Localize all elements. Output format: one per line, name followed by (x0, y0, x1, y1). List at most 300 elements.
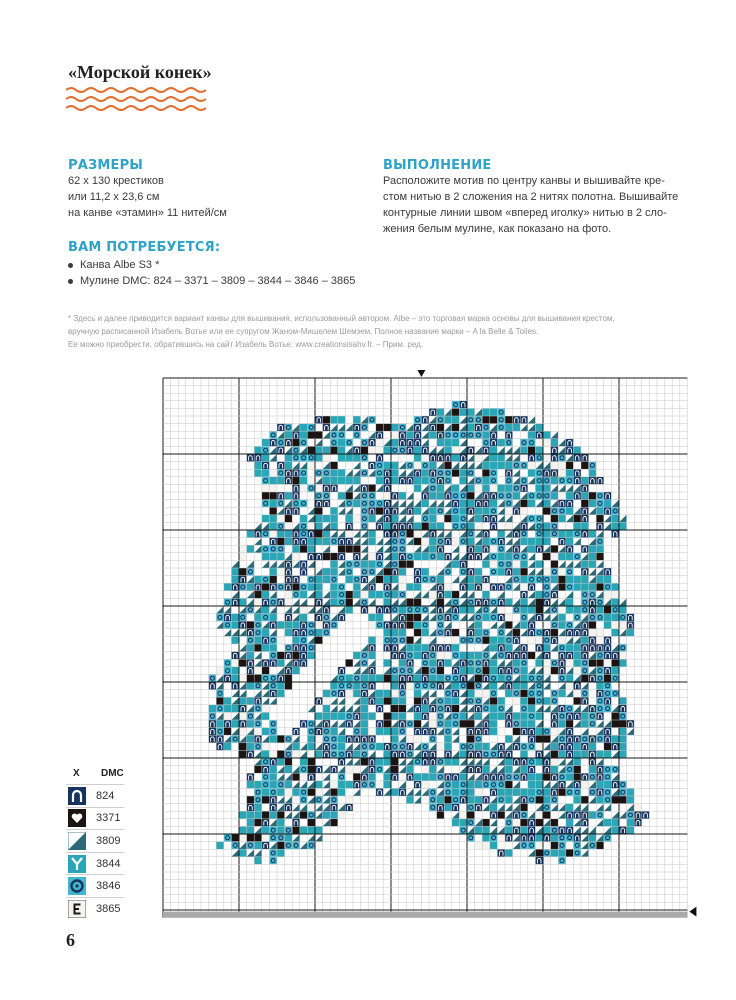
stitch-cell (535, 842, 543, 850)
stitch-cell (406, 652, 414, 660)
stitch-cell (558, 560, 566, 568)
stitch-cell (475, 446, 483, 454)
stitch-cell (216, 743, 224, 751)
stitch-cell (543, 462, 551, 470)
stitch-cell (596, 788, 604, 796)
stitch-cell (307, 484, 315, 492)
stitch-cell (566, 819, 574, 827)
stitch-cell (353, 591, 361, 599)
stitch-cell (444, 507, 452, 515)
stitch-cell (528, 545, 536, 553)
stitch-cell (330, 766, 338, 774)
stitch-cell (581, 781, 589, 789)
stitch-cell (330, 446, 338, 454)
stitch-cell (338, 781, 346, 789)
stitch-cell (224, 712, 232, 720)
stitch-cell (399, 614, 407, 622)
stitch-cell (391, 568, 399, 576)
stitch-cell (383, 788, 391, 796)
stitch-cell (414, 614, 422, 622)
stitch-cell (330, 705, 338, 713)
stitch-cell (505, 735, 513, 743)
materials-heading: ВАМ ПОТРЕБУЕТСЯ: (68, 240, 221, 255)
stitch-cell (262, 834, 270, 842)
stitch-cell (383, 667, 391, 675)
stitch-cell (475, 659, 483, 667)
stitch-cell (467, 720, 475, 728)
stitch-cell (535, 674, 543, 682)
stitch-cell (307, 454, 315, 462)
stitch-cell (292, 667, 300, 675)
stitch-cell (292, 446, 300, 454)
stitch-cell (543, 674, 551, 682)
stitch-cell (490, 667, 498, 675)
stitch-cell (551, 644, 559, 652)
stitch-cell (596, 819, 604, 827)
stitch-cell (596, 697, 604, 705)
stitch-cell (421, 568, 429, 576)
stitch-cell (444, 682, 452, 690)
stitch-cell (566, 788, 574, 796)
stitch-cell (535, 439, 543, 447)
stitch-cell (361, 515, 369, 523)
stitch-cell (292, 659, 300, 667)
stitch-cell (368, 690, 376, 698)
stitch-cell (247, 545, 255, 553)
stitch-cell (361, 750, 369, 758)
stitch-cell (490, 712, 498, 720)
stitch-cell (535, 849, 543, 857)
stitch-cell (277, 530, 285, 538)
stitch-cell (315, 629, 323, 637)
stitch-cell (406, 492, 414, 500)
stitch-cell (513, 796, 521, 804)
stitch-cell (543, 538, 551, 546)
stitch-cell (277, 462, 285, 470)
stitch-cell (589, 583, 597, 591)
stitch-cell (566, 766, 574, 774)
stitch-cell (247, 629, 255, 637)
stitch-cell (421, 720, 429, 728)
stitch-cell (551, 507, 559, 515)
stitch-cell (323, 538, 331, 546)
stitch-cell (277, 500, 285, 508)
stitch-cell (429, 712, 437, 720)
stitch-cell (581, 515, 589, 523)
stitch-cell (490, 652, 498, 660)
stitch-cell (353, 652, 361, 660)
stitch-cell (315, 606, 323, 614)
stitch-cell (528, 462, 536, 470)
stitch-cell (414, 462, 422, 470)
stitch-cell (452, 712, 460, 720)
stitch-cell (338, 766, 346, 774)
stitch-cell (604, 636, 612, 644)
stitch-cell (421, 712, 429, 720)
stitch-cell (604, 804, 612, 812)
stitch-cell (353, 500, 361, 508)
stitch-cell (254, 811, 262, 819)
stitch-cell (573, 781, 581, 789)
stitch-cell (421, 606, 429, 614)
stitch-cell (247, 781, 255, 789)
stitch-cell (490, 682, 498, 690)
stitch-cell (399, 781, 407, 789)
stitch-cell (277, 773, 285, 781)
stitch-cell (452, 804, 460, 812)
stitch-cell (459, 530, 467, 538)
stitch-cell (528, 568, 536, 576)
stitch-cell (231, 614, 239, 622)
stitch-cell (421, 766, 429, 774)
stitch-cell (611, 796, 619, 804)
stitch-cell (497, 598, 505, 606)
stitch-cell (437, 804, 445, 812)
stitch-cell (596, 538, 604, 546)
stitch-cell (262, 758, 270, 766)
stitch-cell (505, 758, 513, 766)
stitch-cell (399, 735, 407, 743)
stitch-cell (551, 728, 559, 736)
stitch-cell (376, 621, 384, 629)
stitch-cell (239, 682, 247, 690)
stitch-cell (505, 568, 513, 576)
stitch-cell (383, 644, 391, 652)
stitch-cell (368, 614, 376, 622)
stitch-cell (269, 652, 277, 660)
stitch-cell (292, 788, 300, 796)
stitch-cell (535, 530, 543, 538)
stitch-cell (535, 492, 543, 500)
stitch-cell (300, 720, 308, 728)
stitch-cell (345, 507, 353, 515)
stitch-cell (467, 576, 475, 584)
stitch-cell (475, 804, 483, 812)
stitch-cell (566, 690, 574, 698)
stitch-cell (459, 477, 467, 485)
stitch-cell (520, 659, 528, 667)
stitch-cell (262, 576, 270, 584)
stitch-cell (573, 492, 581, 500)
stitch-cell (361, 500, 369, 508)
stitch-cell (292, 796, 300, 804)
stitch-cell (406, 667, 414, 675)
stitch-cell (505, 454, 513, 462)
stitch-cell (475, 712, 483, 720)
stitch-cell (497, 614, 505, 622)
stitch-cell (421, 500, 429, 508)
stitch-cell (604, 583, 612, 591)
stitch-cell (513, 674, 521, 682)
stitch-cell (323, 766, 331, 774)
stitch-cell (604, 659, 612, 667)
stitch-cell (307, 553, 315, 561)
stitch-cell (300, 446, 308, 454)
stitch-cell (277, 477, 285, 485)
stitch-cell (497, 644, 505, 652)
stitch-cell (444, 416, 452, 424)
stitch-cell (239, 576, 247, 584)
stitch-cell (551, 576, 559, 584)
stitch-cell (497, 553, 505, 561)
stitch-cell (452, 545, 460, 553)
stitch-cell (482, 439, 490, 447)
stitch-cell (399, 462, 407, 470)
stitch-cell (475, 766, 483, 774)
stitch-cell (239, 811, 247, 819)
stitch-cell (406, 538, 414, 546)
stitch-cell (497, 446, 505, 454)
stitch-cell (444, 530, 452, 538)
stitch-cell (262, 811, 270, 819)
stitch-cell (505, 507, 513, 515)
stitch-cell (292, 652, 300, 660)
stitch-cell (535, 659, 543, 667)
stitch-cell (330, 682, 338, 690)
stitch-cell (353, 431, 361, 439)
stitch-cell (247, 591, 255, 599)
stitch-cell (482, 781, 490, 789)
stitch-cell (399, 773, 407, 781)
stitch-cell (596, 515, 604, 523)
stitch-cell (376, 507, 384, 515)
stitch-cell (475, 735, 483, 743)
stitch-cell (558, 538, 566, 546)
stitch-cell (231, 598, 239, 606)
stitch-cell (490, 484, 498, 492)
stitch-cell (292, 522, 300, 530)
stitch-cell (414, 652, 422, 660)
stitch-cell (589, 705, 597, 713)
stitch-cell (307, 842, 315, 850)
stitch-cell (452, 507, 460, 515)
stitch-cell (285, 621, 293, 629)
stitch-cell (254, 629, 262, 637)
stitch-cell (315, 439, 323, 447)
stitch-cell (292, 750, 300, 758)
stitch-cell (573, 705, 581, 713)
stitch-cell (482, 583, 490, 591)
stitch-cell (437, 446, 445, 454)
stitch-cell (406, 621, 414, 629)
stitch-cell (437, 659, 445, 667)
stitch-cell (497, 773, 505, 781)
stitch-cell (558, 500, 566, 508)
stitch-cell (482, 644, 490, 652)
stitch-cell (482, 720, 490, 728)
stitch-cell (429, 606, 437, 614)
stitch-cell (429, 788, 437, 796)
stitch-cell (330, 674, 338, 682)
legend-row (66, 897, 124, 920)
stitch-cell (497, 766, 505, 774)
stitch-cell (535, 819, 543, 827)
stitch-cell (497, 500, 505, 508)
stitch-cell (452, 515, 460, 523)
stitch-cell (254, 530, 262, 538)
stitch-cell (414, 522, 422, 530)
stitch-cell (254, 766, 262, 774)
stitch-cell (596, 560, 604, 568)
stitch-cell (452, 598, 460, 606)
stitch-cell (399, 446, 407, 454)
stitch-cell (224, 674, 232, 682)
stitch-cell (277, 598, 285, 606)
stitch-cell (307, 788, 315, 796)
stitch-cell (269, 560, 277, 568)
stitch-cell (338, 614, 346, 622)
stitch-cell (323, 743, 331, 751)
stitch-cell (361, 712, 369, 720)
stitch-cell (247, 667, 255, 675)
stitch-cell (391, 636, 399, 644)
stitch-cell (330, 530, 338, 538)
stitch-cell (224, 720, 232, 728)
stitch-cell (437, 712, 445, 720)
stitch-cell (520, 750, 528, 758)
stitch-cell (345, 591, 353, 599)
stitch-cell (224, 728, 232, 736)
stitch-cell (399, 583, 407, 591)
stitch-cell (444, 690, 452, 698)
stitch-cell (611, 735, 619, 743)
stitch-cell (573, 849, 581, 857)
stitch-cell (254, 788, 262, 796)
stitch-cell (467, 446, 475, 454)
stitch-cell (292, 773, 300, 781)
stitch-cell (383, 522, 391, 530)
stitch-cell (452, 781, 460, 789)
stitch-cell (528, 416, 536, 424)
stitch-cell (558, 614, 566, 622)
stitch-cell (528, 690, 536, 698)
stitch-cell (300, 750, 308, 758)
stitch-cell (619, 644, 627, 652)
stitch-cell (619, 606, 627, 614)
stitch-cell (573, 644, 581, 652)
stitch-cell (368, 515, 376, 523)
stitch-cell (528, 781, 536, 789)
stitch-cell (376, 462, 384, 470)
stitch-cell (497, 606, 505, 614)
stitch-cell (361, 720, 369, 728)
stitch-cell (216, 621, 224, 629)
stitch-cell (262, 621, 270, 629)
stitch-cell (535, 750, 543, 758)
stitch-cell (323, 621, 331, 629)
stitch-cell (573, 819, 581, 827)
stitch-cell (520, 500, 528, 508)
stitch-cell (573, 773, 581, 781)
stitch-cell (368, 560, 376, 568)
stitch-cell (551, 477, 559, 485)
stitch-cell (513, 842, 521, 850)
stitch-cell (323, 416, 331, 424)
stitch-cell (589, 773, 597, 781)
stitch-cell (596, 492, 604, 500)
stitch-cell (566, 652, 574, 660)
stitch-cell (520, 598, 528, 606)
stitch-cell (573, 606, 581, 614)
stitch-cell (376, 743, 384, 751)
stitch-cell (247, 576, 255, 584)
stitch-cell (475, 750, 483, 758)
stitch-cell (452, 682, 460, 690)
stitch-cell (247, 530, 255, 538)
stitch-cell (437, 667, 445, 675)
stitch-cell (269, 629, 277, 637)
stitch-cell (497, 667, 505, 675)
stitch-cell (209, 735, 217, 743)
stitch-cell (459, 705, 467, 713)
stitch-cell (467, 682, 475, 690)
stitch-cell (596, 568, 604, 576)
stitch-cell (520, 674, 528, 682)
stitch-cell (467, 598, 475, 606)
stitch-cell (247, 826, 255, 834)
stitch-cell (247, 636, 255, 644)
stitch-cell (566, 553, 574, 561)
stitch-cell (216, 735, 224, 743)
stitch-cell (490, 804, 498, 812)
stitch-cell (353, 477, 361, 485)
stitch-cell (345, 545, 353, 553)
stitch-cell (338, 606, 346, 614)
stitch-cell (528, 583, 536, 591)
stitch-cell (551, 484, 559, 492)
stitch-cell (437, 538, 445, 546)
stitch-cell (558, 849, 566, 857)
stitch-cell (361, 735, 369, 743)
stitch-cell (581, 826, 589, 834)
stitch-cell (399, 530, 407, 538)
stitch-cell (543, 621, 551, 629)
stitch-cell (513, 667, 521, 675)
stitch-cell (406, 515, 414, 523)
stitch-cell (376, 705, 384, 713)
stitch-cell (414, 454, 422, 462)
stitch-cell (361, 758, 369, 766)
stitch-cell (490, 492, 498, 500)
stitch-cell (285, 431, 293, 439)
stitch-cell (429, 598, 437, 606)
stitch-cell (391, 788, 399, 796)
stitch-cell (292, 431, 300, 439)
stitch-cell (459, 591, 467, 599)
stitch-cell (429, 804, 437, 812)
stitch-cell (475, 500, 483, 508)
stitch-cell (475, 758, 483, 766)
stitch-cell (482, 500, 490, 508)
stitch-cell (429, 469, 437, 477)
stitch-cell (414, 416, 422, 424)
stitch-cell (383, 545, 391, 553)
stitch-cell (285, 743, 293, 751)
stitch-cell (292, 492, 300, 500)
stitch-cell (285, 629, 293, 637)
stitch-cell (528, 705, 536, 713)
stitch-cell (566, 849, 574, 857)
stitch-cell (330, 720, 338, 728)
stitch-cell (543, 439, 551, 447)
stitch-cell (239, 826, 247, 834)
stitch-cell (543, 659, 551, 667)
stitch-cell (399, 576, 407, 584)
chart-bottom-edge (163, 912, 687, 918)
stitch-cell (513, 819, 521, 827)
stitch-cell (277, 819, 285, 827)
stitch-cell (581, 644, 589, 652)
